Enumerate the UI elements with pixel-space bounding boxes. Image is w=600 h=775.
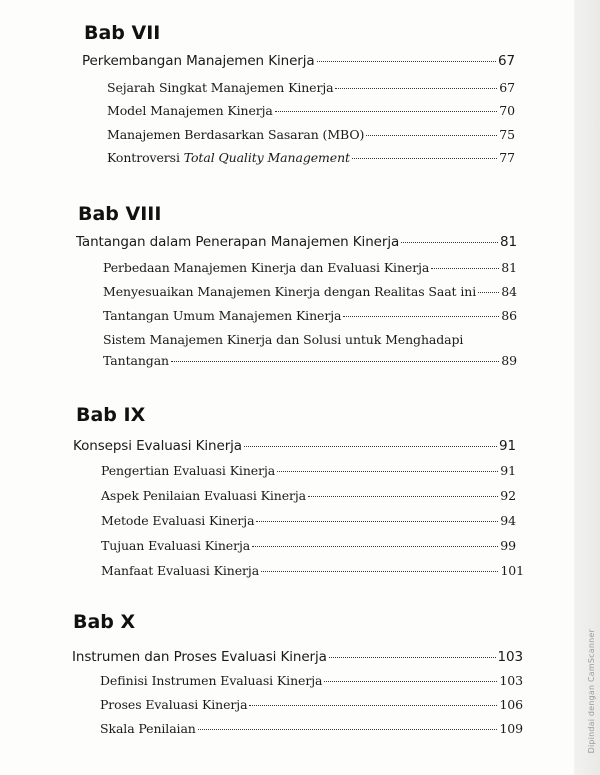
toc-entry-text: Kontroversi Total Quality Management bbox=[107, 150, 350, 165]
toc-entry-text: Model Manajemen Kinerja bbox=[107, 103, 273, 118]
toc-entry bbox=[101, 538, 516, 553]
toc-entry-text: Tujuan Evaluasi Kinerja bbox=[101, 538, 251, 553]
toc-entry bbox=[100, 721, 523, 736]
toc-entry-text: Aspek Penilaian Evaluasi Kinerja bbox=[101, 488, 307, 503]
page-number: 91 bbox=[500, 463, 516, 478]
toc-heading-text: Konsepsi Evaluasi Kinerja bbox=[73, 438, 242, 454]
page-number: 77 bbox=[499, 150, 515, 165]
toc-entry-text: Manfaat Evaluasi Kinerja bbox=[101, 563, 260, 578]
toc-entry bbox=[103, 260, 517, 275]
toc-entry-text-continued: Tantangan bbox=[103, 353, 170, 368]
toc-entry-text: Skala Penilaian bbox=[100, 721, 196, 736]
page-number: 81 bbox=[500, 234, 517, 250]
page-number: 91 bbox=[499, 438, 516, 454]
dot-leader bbox=[244, 445, 497, 447]
toc-entry-text: Proses Evaluasi Kinerja bbox=[100, 697, 248, 712]
dot-leader bbox=[261, 570, 498, 572]
dot-leader bbox=[335, 87, 497, 89]
chapter-title: Bab VII bbox=[84, 22, 161, 44]
page-number: 84 bbox=[501, 284, 517, 299]
toc-entry-text: Perbedaan Manajemen Kinerja dan Evaluasi Kinerja bbox=[103, 260, 430, 275]
dot-leader bbox=[275, 110, 497, 112]
dot-leader bbox=[431, 267, 499, 269]
scanner-watermark: Dipindai dengan CamScanner bbox=[587, 628, 596, 753]
dot-leader bbox=[252, 545, 498, 547]
toc-entry bbox=[107, 80, 515, 95]
dot-leader bbox=[343, 315, 499, 317]
toc-entry-text: Menyesuaikan Manajemen Kinerja dengan Realitas Saat ini bbox=[103, 284, 477, 299]
toc-heading-text: Instrumen dan Proses Evaluasi Kinerja bbox=[72, 649, 327, 665]
page-number: 86 bbox=[501, 308, 517, 323]
toc-entry-text: Pengertian Evaluasi Kinerja bbox=[101, 463, 276, 478]
toc-entry-text: Sejarah Singkat Manajemen Kinerja bbox=[107, 80, 334, 95]
toc-entry bbox=[107, 127, 515, 142]
page-number: 67 bbox=[499, 80, 515, 95]
page-number: 89 bbox=[501, 353, 517, 368]
dot-leader bbox=[329, 656, 496, 658]
toc-entry bbox=[101, 563, 524, 578]
chapter-title: Bab X bbox=[73, 611, 136, 633]
page-number: 103 bbox=[499, 673, 523, 688]
page-number: 70 bbox=[499, 103, 515, 118]
toc-entry bbox=[107, 103, 515, 118]
chapter-title: Bab VIII bbox=[78, 203, 162, 225]
toc-entry bbox=[101, 463, 516, 478]
dot-leader bbox=[256, 520, 498, 522]
dot-leader bbox=[324, 680, 497, 682]
toc-heading-text: Tantangan dalam Penerapan Manajemen Kinerja bbox=[76, 234, 400, 250]
dot-leader bbox=[308, 495, 498, 497]
page-number: 75 bbox=[499, 127, 515, 142]
toc-entry-text: Sistem Manajemen Kinerja dan Solusi untuk Menghadapi bbox=[103, 332, 464, 347]
toc-entry bbox=[103, 284, 517, 299]
toc-heading bbox=[82, 53, 515, 69]
toc-entry bbox=[101, 488, 516, 503]
toc-entry bbox=[103, 308, 517, 323]
dot-leader bbox=[317, 60, 496, 62]
page-number: 109 bbox=[499, 721, 523, 736]
toc-entry bbox=[107, 150, 515, 165]
page-number: 106 bbox=[499, 697, 523, 712]
page-number: 92 bbox=[500, 488, 516, 503]
toc-heading bbox=[76, 234, 517, 250]
dot-leader bbox=[249, 704, 497, 706]
toc-entry-text: Manajemen Berdasarkan Sasaran (MBO) bbox=[107, 127, 365, 142]
toc-entry-text: Definisi Instrumen Evaluasi Kinerja bbox=[100, 673, 323, 688]
toc-heading-text: Perkembangan Manajemen Kinerja bbox=[82, 53, 315, 69]
dot-leader bbox=[478, 291, 499, 293]
page-number: 101 bbox=[500, 563, 524, 578]
dot-leader bbox=[171, 360, 499, 362]
dot-leader bbox=[366, 134, 497, 136]
dot-leader bbox=[277, 470, 498, 472]
page-number: 81 bbox=[501, 260, 517, 275]
toc-entry-text: Tantangan Umum Manajemen Kinerja bbox=[103, 308, 342, 323]
dot-leader bbox=[401, 241, 498, 243]
page-number: 103 bbox=[497, 649, 523, 665]
chapter-title: Bab IX bbox=[76, 404, 146, 426]
toc-entry bbox=[101, 513, 516, 528]
toc-entry bbox=[103, 353, 517, 368]
dot-leader bbox=[198, 728, 498, 730]
page-number: 94 bbox=[500, 513, 516, 528]
toc-entry bbox=[100, 673, 523, 688]
toc-entry bbox=[100, 697, 523, 712]
page-number: 67 bbox=[498, 53, 515, 69]
toc-heading bbox=[73, 438, 516, 454]
toc-heading bbox=[72, 649, 523, 665]
page-number: 99 bbox=[500, 538, 516, 553]
toc-entry-text: Metode Evaluasi Kinerja bbox=[101, 513, 255, 528]
dot-leader bbox=[352, 157, 497, 159]
